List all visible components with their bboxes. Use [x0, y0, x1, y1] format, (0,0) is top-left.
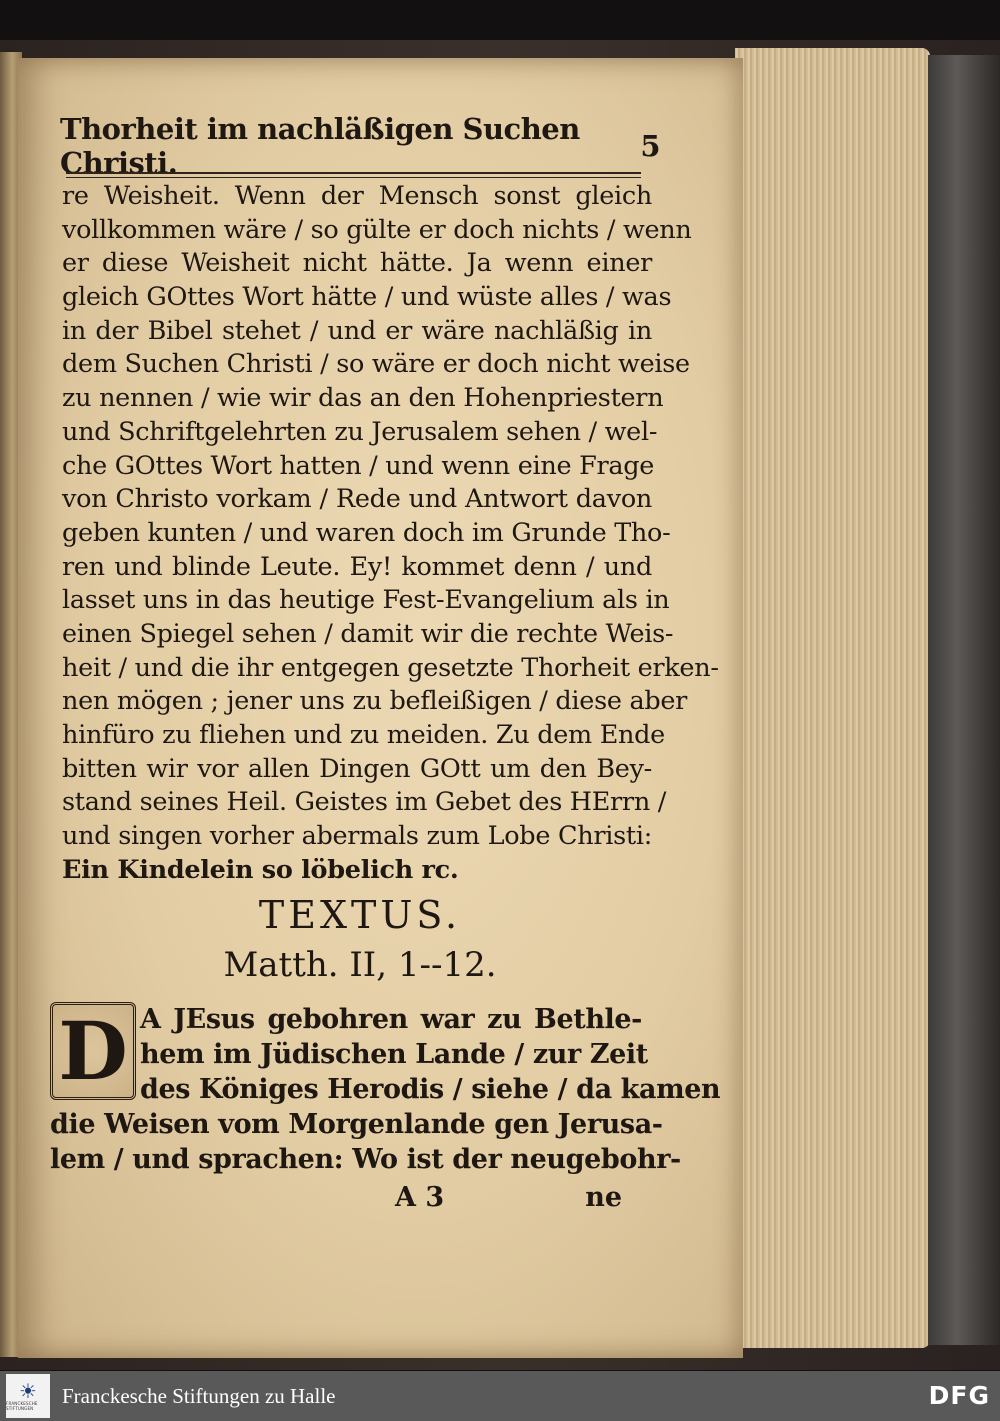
text-line: und singen vorher abermals zum Lobe Christi:	[62, 821, 652, 852]
text-line: dem Suchen Christi / so wäre er doch nicht weise	[62, 349, 690, 380]
textus-line: die Weisen vom Morgenlande gen Jerusa-	[50, 1109, 663, 1140]
text-line: geben kunten / und waren doch im Grunde Tho-	[62, 517, 671, 548]
running-head-title: Thorheit im nachläßigen Suchen Christi.	[60, 112, 580, 180]
textus-line: des Königes Herodis / siehe / da kamen	[140, 1074, 721, 1105]
text-line: stand seines Heil. Geistes im Gebet des HErrn /	[62, 787, 667, 818]
text-line: einen Spiegel sehen / damit wir die rechte Weis-	[62, 618, 674, 649]
text-line: von Christo vorkam / Rede und Antwort davon	[62, 484, 652, 515]
text-line: bitten wir vor allen Dingen GOtt um den Bey-	[62, 753, 652, 784]
text-line: hinfüro zu fliehen und zu meiden. Zu dem Ende	[62, 720, 665, 750]
text-line: nen mögen ; jener uns zu befleißigen / diese aber	[62, 686, 688, 717]
text-line: vollkommen wäre / so gülte er doch nichts / wenn	[62, 214, 692, 245]
viewer-footer	[0, 1371, 1000, 1421]
text-line: lasset uns in das heutige Fest-Evangelium als in	[62, 585, 670, 616]
page-number: 5	[640, 129, 660, 163]
dfg-logo[interactable]: DFG	[928, 1381, 990, 1410]
text-line: er diese Weisheit nicht hätte. Ja wenn einer	[62, 248, 652, 279]
textus-line: A JEsus gebohren war zu Bethle-	[140, 1004, 642, 1035]
logo-text: FRANCKESCHE STIFTUNGEN	[6, 1401, 38, 1411]
text-line: che GOttes Wort hatten / und wenn eine Frage	[62, 450, 655, 481]
text-line: gleich GOttes Wort hätte / und wüste alles / was	[62, 282, 672, 313]
page-stack-edge	[735, 48, 930, 1348]
text-line: und Schriftgelehrten zu Jerusalem sehen / wel-	[62, 416, 658, 447]
text-line: ren und blinde Leute. Ey! kommet denn / und	[62, 551, 652, 582]
textus-reference: Matth. II, 1--12.	[223, 945, 497, 985]
signature-row	[60, 1182, 650, 1222]
textus-title: TEXTUS.	[258, 893, 462, 937]
catchword: ne	[585, 1182, 622, 1213]
text-line: in der Bibel stehet / und er wäre nachläßig in	[62, 315, 652, 346]
text-line: re Weisheit. Wenn der Mensch sonst gleich	[62, 181, 652, 211]
textus-line: hem im Jüdischen Lande / zur Zeit	[140, 1039, 648, 1070]
header-rule	[66, 172, 641, 178]
running-head	[60, 112, 660, 180]
institution-logo[interactable]	[6, 1374, 50, 1418]
signature-mark: A 3	[395, 1182, 445, 1213]
book-binding	[928, 55, 1000, 1345]
text-line: heit / und die ihr entgegen gesetzte Thorheit erken-	[62, 652, 719, 683]
textus-body	[50, 1002, 721, 1177]
hymn-line: Ein Kindelein so löbelich rc.	[62, 854, 459, 885]
text-line: zu nennen / wie wir das an den Hohenpriestern	[62, 383, 664, 414]
drop-cap-initial: D	[50, 1002, 136, 1100]
body-text	[62, 180, 719, 887]
eagle-sun-icon: ☀	[19, 1379, 37, 1403]
textus-line: lem / und sprachen: Wo ist der neugebohr-	[50, 1144, 681, 1175]
institution-name[interactable]: Franckesche Stiftungen zu Halle	[62, 1383, 336, 1408]
